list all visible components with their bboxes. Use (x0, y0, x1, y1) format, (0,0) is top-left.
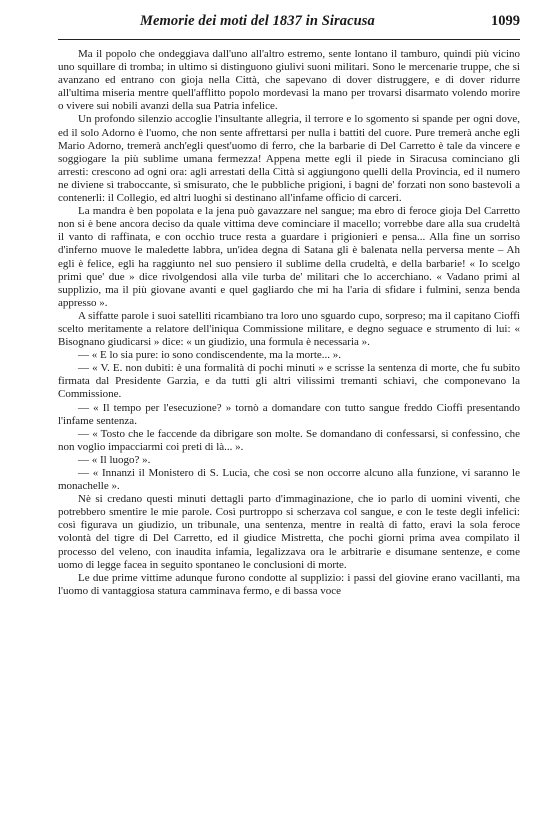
running-head (58, 0, 520, 35)
dialog-line: — « Il tempo per l'esecuzione? » tornò a domandare con tutto sangue freddo Cioffi presentando l'infame sentenza. (58, 401, 520, 427)
dialog-line: — « Tosto che le faccende da dibrigare son molte. Se domandano di confessarsi, si confessino, che non voglio impacciarmi coi preti di là... ». (58, 427, 520, 453)
dialog-line: — « V. E. non dubiti: è una formalità di pochi minuti » e scrisse la sentenza di morte, che fu subito firmata dal Presidente Garzia, e da tutti gli altri vilissimi tremanti schiavi, che componevano la Commissione. (58, 362, 520, 401)
page-number: 1099 (491, 13, 520, 29)
paragraph: Un profondo silenzio accoglie l'insultante allegria, il terrore e lo sgomento si spande per ogni dove, ed il solo Adorno è l'uomo, che non sente affrettarsi per nulla i battiti del cuore. Pure tremerà anche egli Mario Adorno, tremerà anch'egli quest'uomo di ferro, che la barbarie di Del Carretto è tale da vincere e soggiogare la più sublime umana fermezza! Appena mette egli il piede in Siracusa cominciano gli arresti: crescono ad ogni ora: agli arrestati della Città si aggiungono quelli della Provincia, ed il numero ne diviene sì traboccante, sì smisurato, che le pubbliche prigioni, i bagni de' forzati non sono bastevoli a contenerli: il Collegio, ed altri luoghi si destinano all'infame officio di carceri. (58, 113, 520, 205)
running-title: Memorie dei moti del 1837 in Siracusa (140, 13, 375, 29)
header-rule (58, 39, 520, 40)
dialog-line: — « E lo sia pure: io sono condiscendente, ma la morte... ». (78, 349, 342, 362)
dialog-line: — « Innanzi il Monistero di S. Lucia, che così se non occorre alcuno alla funzione, vi saranno le monachelle ». (58, 467, 520, 493)
paragraph: Le due prime vittime adunque furono condotte al supplizio: i passi del giovine erano vacillanti, ma l'uomo di vantaggiosa statura camminava fermo, e di bassa voce (58, 571, 520, 597)
paragraph: A siffatte parole i suoi satelliti ricambiano tra loro uno sguardo cupo, sorpreso; ma il capitano Cioffi scelto meritamente a relatore dell'iniqua Commissione militare, e degno seguace e strumento di lui: « Bisognano giudicarsi » dice: « un giudizio, una formula è necessaria ». (58, 309, 520, 349)
dialog-line: — « Il luogo? ». (78, 453, 151, 466)
paragraph: Nè si credano questi minuti dettagli parto d'immaginazione, che io parlo di uomini viventi, che potrebbero smentire le mie parole. Così purtroppo si scherzava col sangue, e con le teste degli infelici: così figurava un giudizio, un tribunale, una sentenza, mentre in realtà di fatto, eravi la sola feroce volontà del tigre di Del Carretto, ed il giudice Mistretta, che pochi giorni prima avea compilato il processo del veleno, con inaudita infamia, legalizzava ora le arbitrarie e disumane sentenze, e come uomo di legge facea in seguito spontaneo le conclusioni di morte. (58, 493, 520, 571)
paragraph: La mandra è ben popolata e la jena può gavazzare nel sangue; ma ebro di feroce gioja Del Carretto non si è bene ancora deciso da quale vittima deve cominciare il macello; vorrebbe dare alla sua crudeltà il vanto di raffinata, e con occhio truce resta a guardare i prigionieri e pensa... Alla fine un sorriso d'inferno muove le maledette labbra, un'idea degna di Satana gli è balenata nella perversa mente – Ah egli è felice, egli ha raggiunto nel suo pensiero il sublime della crudeltà, e della barbarie! « Io scelgo primi que' due » dice rivolgendosi alla vile turba de' militari che lo accerchiano. « Vadano primi al supplizio, ma il più giovane avanti e quel gagliardo che mi ha l'aria di sfidare i fulmini, senza benda appresso ». (58, 205, 520, 309)
body-text (58, 48, 520, 598)
paragraph: Ma il popolo che ondeggiava dall'uno all'altro estremo, sente lontano il tamburo, quindi più vicino uno squillare di tromba; in ultimo si distinguono giulivi suoni militari. Sono le mercenarie truppe, che si avanzano ed entrano con gioja nella Città, che sapevano di dover distruggere, e di dover ridurre all'ultima miseria mentre quell'afflitto popolo mordevasi la mano per trovarsi disarmato volendo morire o vivere sui nobili avanzi della sua Patria infelice. (58, 48, 520, 113)
